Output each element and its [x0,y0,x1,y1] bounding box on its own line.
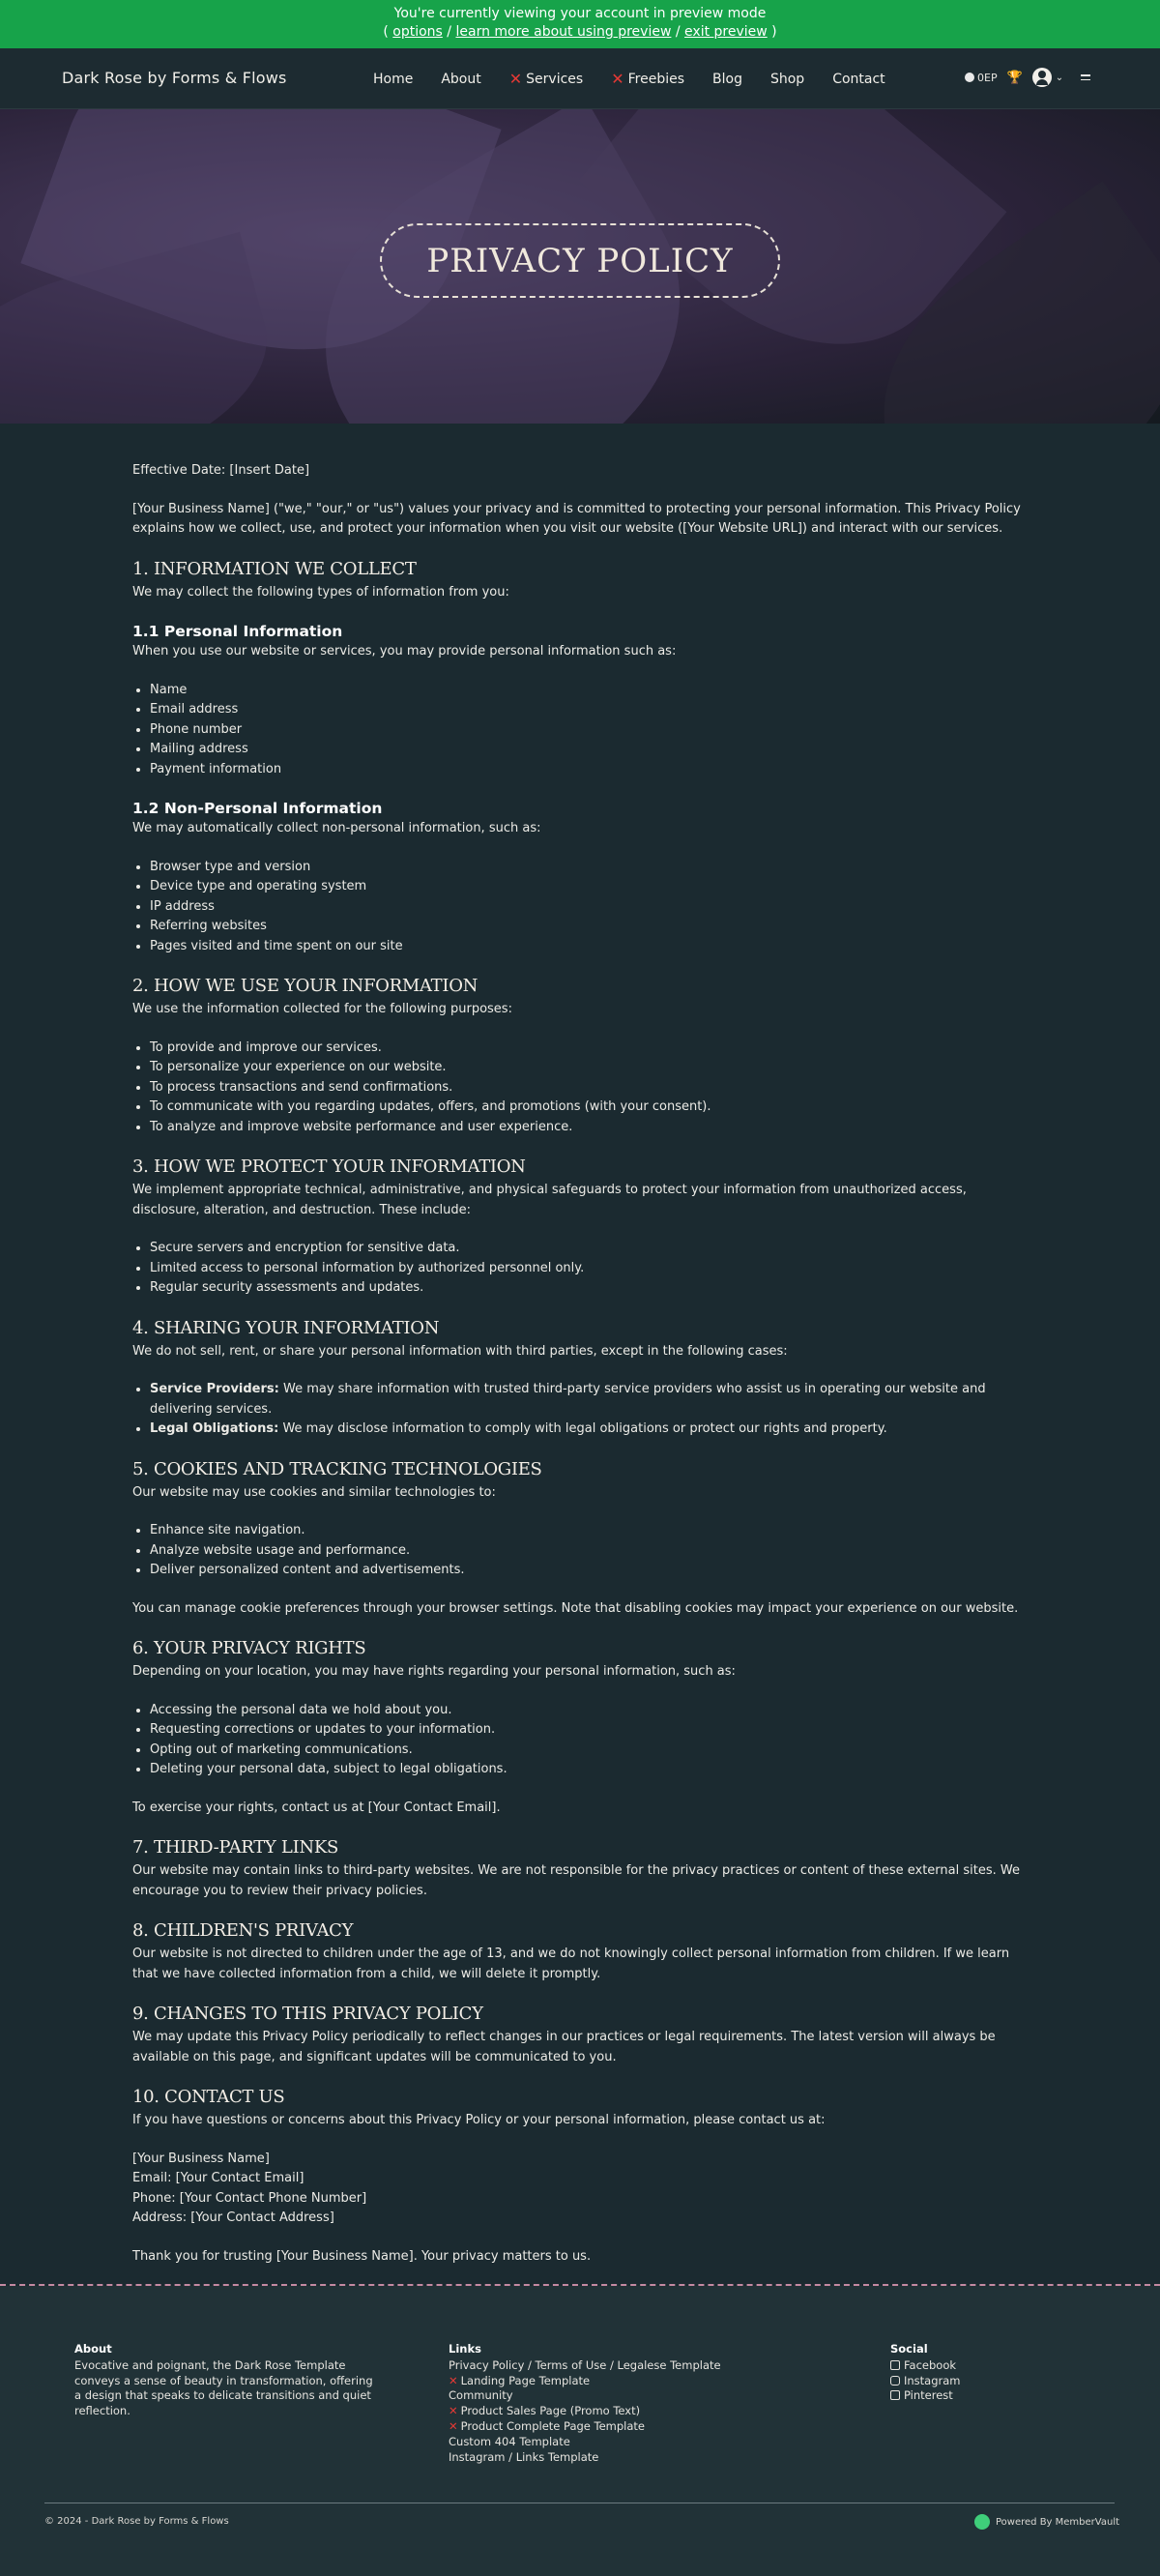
intro-paragraph: [Your Business Name] ("we," "our," or "us") values your privacy and is committed to protecting your personal information. This Privacy Policy explains how we collect, use, and protect your information when you visit our website ([Your Website URL]) and interact with our services. [132,501,1021,536]
contact-details [132,2150,1031,2229]
section-heading: 6. YOUR PRIVACY RIGHTS [132,1638,366,1658]
powered-by[interactable]: Powered By MemberVault [974,2514,1119,2530]
section-heading: 7. THIRD-PARTY LINKS [132,1837,339,1858]
hero-banner [0,109,1160,424]
sharing-list [150,1380,1031,1440]
instagram-icon [890,2376,900,2386]
list-item: • IP address [150,897,1031,918]
footer-links [449,2342,758,2465]
section-heading: 1. INFORMATION WE COLLECT [132,558,417,579]
nav-services[interactable]: ✕ Services [508,70,584,88]
hamburger-menu-icon[interactable] [1081,74,1090,80]
section-text: We use the information collected for the following purposes: [132,1002,512,1016]
cookies-list [150,1521,1031,1581]
nav-blog[interactable]: Blog [712,71,742,87]
section-text: Our website is not directed to children under the age of 13, and we do not knowingly collect personal information from children. If we learn that we have collected information from a child, we will delete it promptly. [132,1947,1010,1981]
section-heading: 8. CHILDREN'S PRIVACY [132,1920,354,1941]
facebook-icon [890,2360,900,2370]
list-item: • Device type and operating system [150,877,1031,897]
footer-heading: About [74,2342,112,2356]
list-item: • Analyze website usage and performance. [150,1541,1031,1562]
brand-name[interactable]: Dark Rose by Forms & Flows [62,69,287,87]
list-item: • Name [150,681,1031,701]
non-personal-info-list [150,858,1031,957]
list-item: • Legal Obligations: We may disclose information to comply with legal obligations or protect our rights and property. [150,1420,1031,1440]
list-item: • Requesting corrections or updates to your information. [150,1720,1031,1741]
subsection-heading: 1.1 Personal Information [132,623,343,640]
list-item: • Referring websites [150,917,1031,937]
preview-learn-more-link[interactable]: learn more about using preview [455,24,672,40]
personal-info-list [150,681,1031,780]
subsection-heading: 1.2 Non-Personal Information [132,800,383,817]
locked-x-icon: ✕ [449,2373,458,2387]
section-text: We implement appropriate technical, administrative, and physical safeguards to protect your information from unauthorized access, disclosure, alteration, and destruction. These include: [132,1183,967,1217]
section-text: To exercise your rights, contact us at [Your Contact Email]. [132,1800,501,1815]
section-heading: 9. CHANGES TO THIS PRIVACY POLICY [132,2004,483,2024]
locked-x-icon: ✕ [611,70,624,88]
list-item: • To analyze and improve website performance and user experience. [150,1118,1031,1138]
points-icon [965,73,974,82]
site-header [0,48,1160,109]
nav-home[interactable]: Home [373,71,414,87]
list-item: • Browser type and version [150,858,1031,878]
section-text: Our website may contain links to third-party websites. We are not responsible for the privacy practices or content of these external sites. We encourage you to review their privacy policies. [132,1863,1020,1898]
contact-phone: Phone: [Your Contact Phone Number] [132,2190,367,2206]
points-badge[interactable]: 0EP [965,72,998,84]
contact-business-name: [Your Business Name] [132,2151,270,2166]
thanks-text: Thank you for trusting [Your Business Name]. Your privacy matters to us. [132,2248,592,2264]
nav-about[interactable]: About [441,71,481,87]
section-text: Depending on your location, you may have rights regarding your personal information, such as: [132,1664,736,1679]
nav-shop[interactable]: Shop [769,71,805,87]
footer-heading: Social [890,2342,928,2356]
membervault-logo-icon [974,2514,990,2530]
list-item: • Enhance site navigation. [150,1521,1031,1541]
usage-list [150,1039,1031,1138]
nav-freebies[interactable]: ✕ Freebies [611,70,685,88]
footer-link[interactable]: Instagram / Links Template [449,2449,599,2464]
list-item: • Regular security assessments and updates. [150,1278,1031,1299]
footer-link[interactable]: ✕ Product Sales Page (Promo Text) [449,2404,641,2418]
social-instagram-link[interactable]: Instagram [890,2374,1084,2389]
preview-banner [0,0,1160,48]
footer-link[interactable]: Custom 404 Template [449,2434,570,2448]
section-heading: 10. CONTACT US [132,2087,285,2107]
list-item: • Phone number [150,720,1031,741]
section-text: You can manage cookie preferences through your browser settings. Note that disabling cookies may impact your experience on our website. [132,1600,1019,1616]
list-item: • To process transactions and send confirmations. [150,1078,1031,1098]
social-pinterest-link[interactable]: Pinterest [890,2388,1084,2404]
trophy-icon[interactable]: 🏆 [1006,70,1023,85]
header-actions [965,68,1090,87]
social-facebook-link[interactable]: Facebook [890,2358,1084,2374]
list-item: • Opting out of marketing communications. [150,1741,1031,1761]
section-heading: 4. SHARING YOUR INFORMATION [132,1317,440,1338]
locked-x-icon: ✕ [508,70,523,88]
section-text: Our website may use cookies and similar technologies to: [132,1484,496,1500]
footer-heading: Links [449,2342,481,2356]
footer-social [890,2342,1084,2404]
list-item: • Email address [150,700,1031,720]
exit-preview-link[interactable]: exit preview [684,24,768,40]
pinterest-icon [890,2390,900,2400]
section-heading: 2. HOW WE USE YOUR INFORMATION [132,976,478,996]
nav-contact[interactable]: Contact [832,71,885,87]
footer-link[interactable]: ✕ Landing Page Template [449,2373,591,2387]
list-item: • Deliver personalized content and advertisements. [150,1561,1031,1581]
list-item: • Payment information [150,760,1031,780]
rights-list [150,1701,1031,1780]
list-item: • Limited access to personal information by authorized personnel only. [150,1259,1031,1279]
locked-x-icon: ✕ [449,2404,458,2418]
section-text: We may automatically collect non-personal information, such as: [132,821,541,835]
list-item: • Deleting your personal data, subject to legal obligations. [150,1760,1031,1780]
page-title: PRIVACY POLICY [380,223,780,298]
list-item: • Accessing the personal data we hold about you. [150,1701,1031,1721]
chevron-down-icon[interactable]: ⌄ [1055,72,1064,83]
footer-about-text: Evocative and poignant, the Dark Rose Template conveys a sense of beauty in transformation, offering a design that speaks to delicate transitions and quiet reflection. [74,2357,373,2418]
policy-content [132,461,1031,2285]
preview-options-link[interactable]: options [392,24,443,40]
section-heading: 5. COOKIES AND TRACKING TECHNOLOGIES [132,1458,542,1479]
section-text: When you use our website or services, you may provide personal information such as: [132,644,677,659]
list-item: • Pages visited and time spent on our site [150,937,1031,957]
section-text: If you have questions or concerns about this Privacy Policy or your personal information, please contact us at: [132,2113,826,2127]
list-item: • To provide and improve our services. [150,1039,1031,1059]
footer-link[interactable]: Community [449,2388,513,2403]
avatar[interactable] [1032,68,1052,87]
effective-date: Effective Date: [Insert Date] [132,463,310,478]
preview-message: You're currently viewing your account in preview mode [393,6,767,21]
protection-list [150,1239,1031,1299]
list-item: • Mailing address [150,740,1031,760]
list-item: • Secure servers and encryption for sensitive data. [150,1239,1031,1259]
site-footer [0,2286,1160,2576]
locked-x-icon: ✕ [449,2418,458,2433]
contact-email: Email: [Your Contact Email] [132,2171,304,2185]
footer-link[interactable]: ✕ Product Complete Page Template [449,2418,646,2433]
preview-links: ( options / learn more about using preview / exit preview ) [383,24,777,40]
list-item: • To communicate with you regarding updates, offers, and promotions (with your consent). [150,1098,1031,1118]
section-text: We may update this Privacy Policy periodically to reflect changes in our practices or legal requirements. The latest version will always be available on this page, and significant updates will be communicated to you. [132,2030,996,2064]
contact-address: Address: [Your Contact Address] [132,2210,334,2225]
list-item: • Service Providers: We may share information with trusted third-party service providers who assist us in operating our website and delivering services. [150,1380,1031,1420]
footer-about [74,2342,374,2419]
section-text: We do not sell, rent, or share your personal information with third parties, except in the following cases: [132,1343,788,1359]
list-item: • To personalize your experience on our website. [150,1058,1031,1078]
footer-link[interactable]: Privacy Policy / Terms of Use / Legalese Template [449,2357,721,2372]
section-heading: 3. HOW WE PROTECT YOUR INFORMATION [132,1156,526,1177]
copyright: © 2024 - Dark Rose by Forms & Flows [44,2516,229,2527]
main-nav [373,70,914,88]
section-text: We may collect the following types of information from you: [132,584,509,600]
